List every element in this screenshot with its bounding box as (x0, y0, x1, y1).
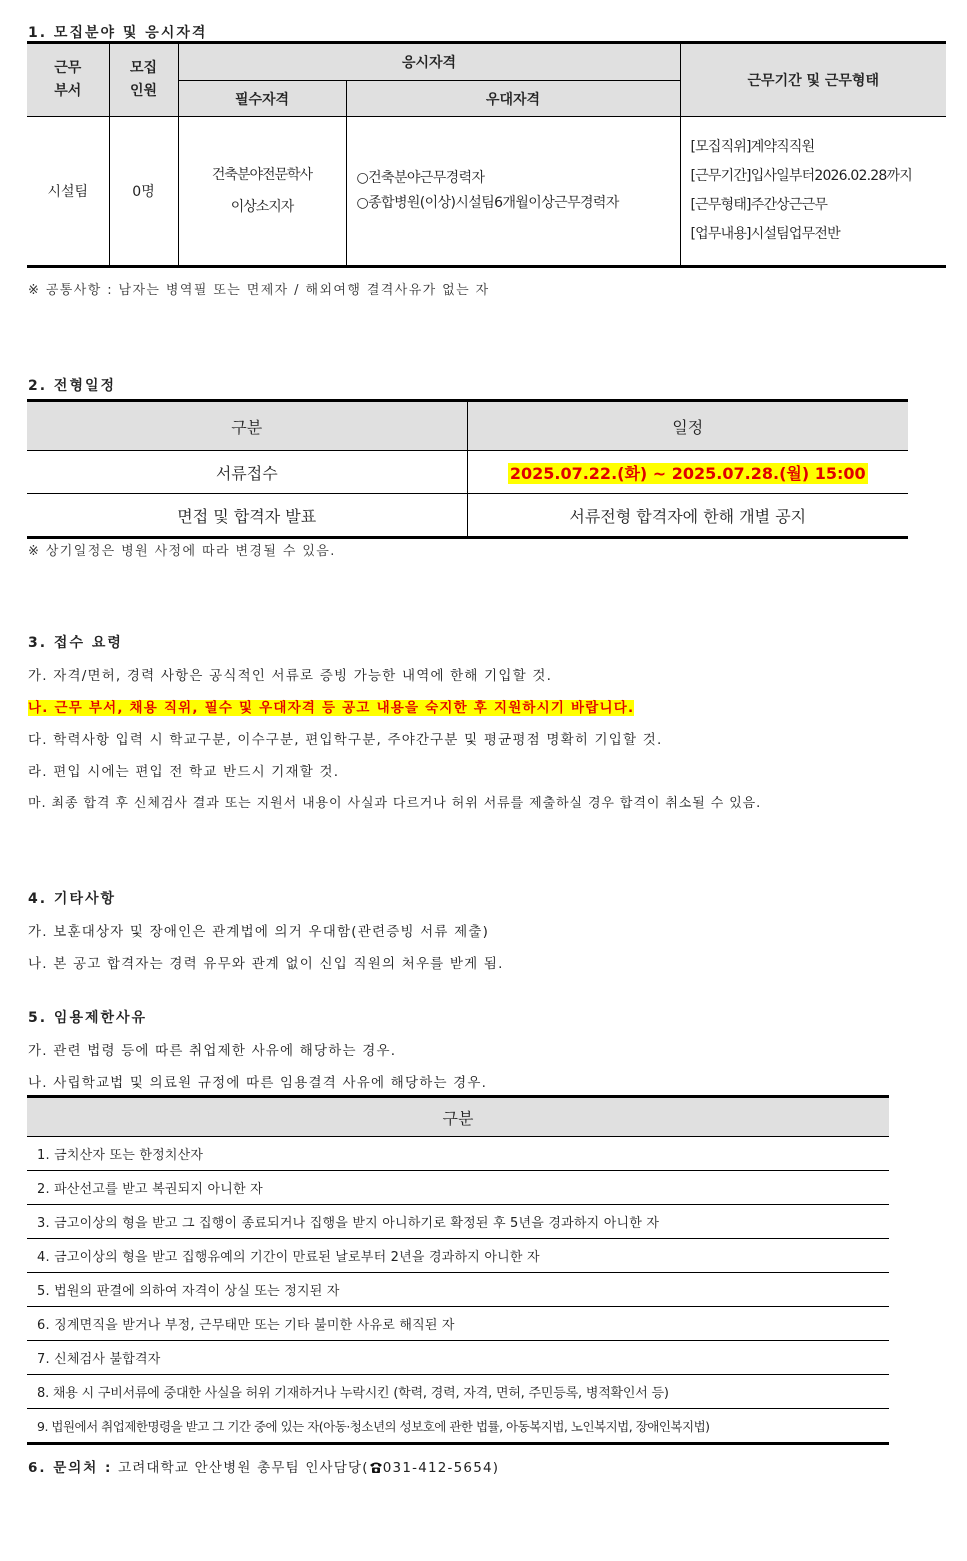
cell-count: 0명 (109, 117, 178, 267)
schedule-header-category: 구분 (27, 401, 467, 451)
schedule-row2-date: 서류전형 합격자에 한해 개별 공지 (467, 494, 908, 538)
required-line-2: 이상소지자 (230, 199, 294, 215)
section-1-title: 1. 모집분야 및 응시자격 (28, 25, 208, 41)
section-5-title: 5. 임용제한사유 (28, 1010, 148, 1026)
cell-required (178, 117, 346, 267)
condition-line-4: [업무내용]시설팀업무전반 (690, 226, 840, 242)
table-row: 4. 금고이상의 형을 받고 집행유예의 기간이 만료된 날로부터 2년을 경과하지 아니한 자 (27, 1239, 889, 1273)
schedule-table (27, 399, 908, 539)
contact-prefix: 고려대학교 안산병원 총무팀 인사담당( (117, 1460, 369, 1476)
table-row: 1. 금치산자 또는 한정치산자 (27, 1137, 889, 1171)
misc-item-ga: 가. 보훈대상자 및 장애인은 관계법에 의거 우대함(관련증빙 서류 제출) (28, 924, 490, 940)
schedule-note: ※ 상기일정은 병원 사정에 따라 변경될 수 있음. (28, 544, 336, 559)
required-line-1: 건축분야전문학사 (211, 167, 313, 183)
table-row: 9. 법원에서 취업제한명령을 받고 그 기간 중에 있는 자(아동·청소년의 성보호에 관한 법률, 아동복지법, 노인복지법, 장애인복지법) (27, 1409, 889, 1444)
header-qualification: 응시자격 (178, 43, 680, 81)
preferred-line-2: ○종합병원(이상)시설팀6개월이상근무경력자 (356, 195, 619, 211)
contact-line (28, 1456, 499, 1478)
section-6-title: 6. 문의처 : (28, 1460, 113, 1476)
table-row: 2. 파산선고를 받고 복권되지 아니한 자 (27, 1171, 889, 1205)
submission-item-na (28, 696, 634, 716)
schedule-row1-category: 서류접수 (27, 451, 467, 494)
contact-phone: 031-412-5654) (382, 1460, 500, 1476)
table-row: 7. 신체검사 불합격자 (27, 1341, 889, 1375)
restriction-item-na: 나. 사립학교법 및 의료원 규정에 따른 임용결격 사유에 해당하는 경우. (28, 1075, 488, 1091)
misc-item-na: 나. 본 공고 합격자는 경력 유무와 관계 없이 신입 직원의 처우를 받게 됨. (28, 956, 504, 972)
cell-preferred (346, 117, 680, 267)
section-3-title: 3. 접수 요령 (28, 635, 123, 651)
header-dept: 근무 부서 (27, 43, 109, 117)
qualification-table (27, 41, 946, 268)
cell-dept: 시설팀 (27, 117, 109, 267)
table-row: 6. 징계면직을 받거나 부정, 근무태만 또는 기타 불미한 사유로 해직된 자 (27, 1307, 889, 1341)
header-count: 모집 인원 (109, 43, 178, 117)
cell-conditions (680, 117, 946, 267)
common-note: ※ 공통사항 : 남자는 병역필 또는 면제자 / 해외여행 결격사유가 없는 자 (28, 283, 490, 298)
condition-line-2: [근무기간]입사일부터2026.02.28까지 (690, 168, 912, 184)
phone-icon (369, 1461, 383, 1478)
table-row: 3. 금고이상의 형을 받고 그 집행이 종료되거나 집행을 받지 아니하기로 확정된 후 5년을 경과하지 아니한 자 (27, 1205, 889, 1239)
section-4-title: 4. 기타사항 (28, 891, 117, 907)
schedule-header-date: 일정 (467, 401, 908, 451)
condition-line-3: [근무형태]주간상근근무 (690, 197, 828, 213)
section-2-title: 2. 전형일정 (28, 378, 117, 394)
table-row: 5. 법원의 판결에 의하여 자격이 상실 또는 정지된 자 (27, 1273, 889, 1307)
condition-line-1: [모집직위]계약직직원 (690, 139, 815, 155)
highlighted-notice: 나. 근무 부서, 채용 직위, 필수 및 우대자격 등 공고 내용을 숙지한 후 지원하시기 바랍니다. (28, 700, 635, 716)
submission-item-ra: 라. 편입 시에는 편입 전 학교 반드시 기재할 것. (28, 764, 340, 780)
restriction-item-ga: 가. 관련 법령 등에 따른 취업제한 사유에 해당하는 경우. (28, 1043, 397, 1059)
schedule-row2-category: 면접 및 합격자 발표 (27, 494, 467, 538)
restriction-table (27, 1095, 889, 1445)
restriction-header: 구분 (27, 1097, 889, 1137)
submission-item-da: 다. 학력사항 입력 시 학교구분, 이수구분, 편입학구분, 주야간구분 및 평균평점 명확히 기입할 것. (28, 732, 663, 748)
header-preferred: 우대자격 (346, 81, 680, 117)
schedule-row1-date (467, 451, 908, 494)
submission-item-ga: 가. 자격/면허, 경력 사항은 공식적인 서류로 증빙 가능한 내역에 한해 기입할 것. (28, 668, 553, 684)
header-required: 필수자격 (178, 81, 346, 117)
preferred-line-1: ○건축분야근무경력자 (356, 170, 485, 186)
header-period: 근무기간 및 근무형태 (680, 43, 946, 117)
submission-item-ma: 마. 최종 합격 후 신체검사 결과 또는 지원서 내용이 사실과 다르거나 허위 서류를 제출하실 경우 합격이 취소될 수 있음. (28, 796, 762, 811)
table-row: 8. 채용 시 구비서류에 중대한 사실을 허위 기재하거나 누락시킨 (학력, 경력, 자격, 면허, 주민등록, 병적확인서 등) (27, 1375, 889, 1409)
application-period: 2025.07.22.(화) ~ 2025.07.28.(월) 15:00 (509, 463, 866, 483)
